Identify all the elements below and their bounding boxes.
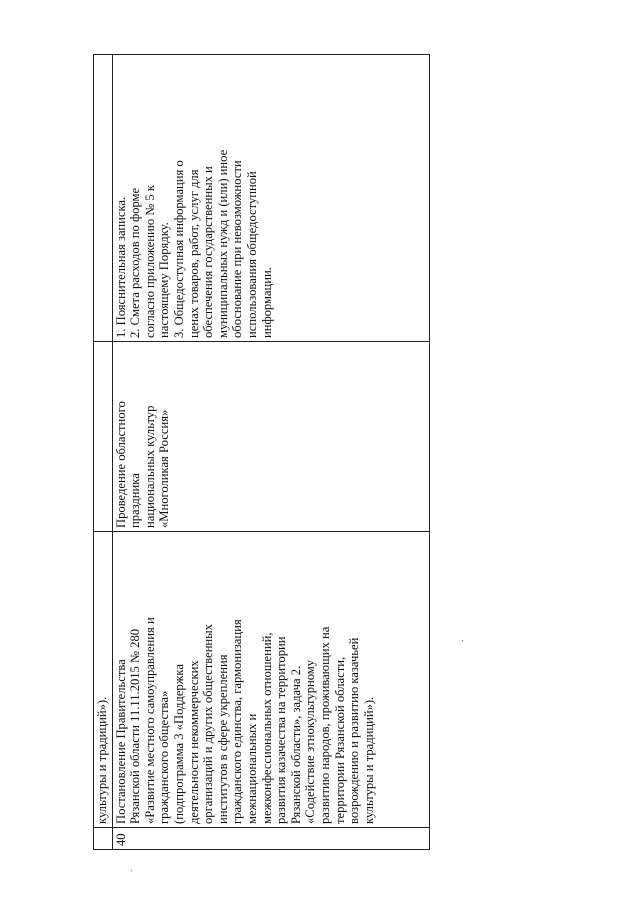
required-documents-cell — [94, 55, 113, 342]
table-row — [112, 55, 429, 850]
row-number-cell: 40 — [112, 828, 429, 850]
scan-speck — [462, 640, 463, 641]
scan-speck — [131, 870, 132, 871]
subsidy-documents-table — [93, 54, 430, 850]
rotated-table-container — [93, 55, 428, 850]
required-documents-cell: 1. Пояснительная записка. 2. Смета расходов по форме согласно приложению № 5 к настоящему Порядку. 3. Общедоступная информация о ценах товаров, работ, услуг для обеспечения государственных и муниципальных нужд и (или) иное обоснование при невозможности использования общедоступной информации. — [112, 55, 429, 342]
legal-basis-cell: культуры и традиций»). — [94, 532, 113, 828]
event-cell — [94, 342, 113, 532]
legal-basis-cell: Постановление Правительства Рязанской области 11.11.2015 № 280 «Развитие местного самоуправления и гражданского общества» (подпрограмма 3 «Поддержка деятельности некоммерческих организаций и других общественных институтов в сфере укрепления гражданского единства, гармонизация межнациональных и межконфессиональных отношений, развития казачества на территории Рязанской области», задача 2. «Содействие этнокультурному развитию народов, проживающих на территории Рязанской области, возрождению и развитию казачьей культуры и традиций»). — [112, 532, 429, 828]
event-cell: Проведение областного праздника национальных культур «Многоликая Россия» — [112, 342, 429, 532]
row-number-cell — [94, 828, 113, 850]
table-row-continuation — [94, 55, 113, 850]
